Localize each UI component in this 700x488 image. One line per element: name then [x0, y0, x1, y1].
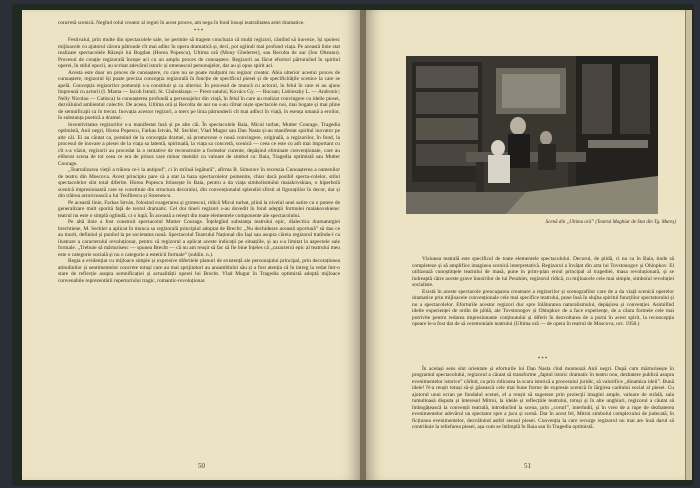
open-book — [12, 4, 694, 486]
photo-caption: Scenă din „Ultima oră” (Teatrul Maghiar de Stat din Tg. Mureș) — [545, 220, 676, 225]
section-separator: *** — [193, 28, 205, 34]
page-edges — [685, 10, 692, 480]
left-paragraph: Inventivitatea regizorilor s-a manifestat însă și pe alte căi. În spectacolele Baia, Micul turbat, Mutter Courage, Tragedia optimistă, Anii negri, Horea Popescu, Farkas István, M. Seckler, Vlad Mugur sau Dan Nasta și-au manifestat spiritul inovator pe alte căi. Ei au căutat ca, pornind de la concepția dramei, să promoveze o nouă convingere, originală, a regizorilor, în fond, la procesul de inovare a piesei de la viața sa latentă, spirituală, la viața sa concretă, scenică — ceea ce este cu atît mai important cu cît s-a văzut, regizorii au procedat la o tentative de reconstruire a formelor curente, depășind eliminate convenționale, care au eliberat scena de tot ceea ce era de prisos care minor mentări cu valoare de simbol ca: Baia, Tragedia optimistă sau Mutter Courage. — [58, 121, 340, 167]
left-paragraph: „Teatralizarea vieții a trăirea ce-i la antipod”, ci în strînsă legătură”, afirma R. Simonov în recenzia Cunoașterea a oamenilor de teatru din Moscova. Acest principiu pare că a stat la baza spectacolelor pomenite, chiar dacă posibil specta-colelor, stilul spectacolelor sînt total diferite. Horea Popescu folosește în Baia, pentru a da viața simbolismului maiakovskian, o hiperbolă scenică impresionantă care se constituie din structura decorului, din convenționalul splendid sfirsit al figurațiilor în decor, dar și din trăirea actoricească a lui Teofilescu și Stoenescu. — [58, 167, 340, 199]
left-paragraph: Festivalul, prin multe din spectacolele sale, ne permite să tragem concluzia că mulți regizori, căutînd să inoveze, își spoiesc mijloacele cu ajutorul cărora pătrunde cît mai adînc în opera dramatică și, deci, pot oglindi mai profund viața. Pe această linie stat realizate spectacolele Răzeșii lui Bogdan (Horea Popescu), Ultima oră (Mony Ghelerter), sau Recolta de aur (Ion Olteanu). Procesul de creație regizorală începe aci cu un amplu proces de cunoaștere. Regizorii au făcut eforturi pătrunzînd în spiritul operei, în stilul epocii, au scrisat adevărul istoric și omenescul personajelor, dar au și opus spirit aci. — [58, 37, 340, 69]
right-page-text-column-bottom — [412, 355, 674, 431]
section-separator: *** — [537, 357, 549, 362]
left-paragraph: Pe această linie, Farkas István, folosind exagerarea și grotescul, ridică Micul turbat, plină la nivelul unei satire cu o putere de generalizare mult sporită față de textul dramatic. Cel doi tineri regizori s-au dovedit în fond adepții formulei maiakovskiene: teatrul nu este o simplă oglindă, ci o lupă. În această a reieșit din toate elementele componente ale spectacolului. — [58, 199, 340, 219]
stage-photo — [406, 56, 658, 214]
left-paragraph: Acesta este doar un proces de cunoaștere, cu care nu se poate mulțumi nu regizor creator. Abia ulterior acestui proces de cunoaștere, regizorul își poate preciza concepția regizorală în funcție de specificul piesei și de specificitățile scenice la care se apelă. Concepția regizorilor pomeniți s-a constituit și ca ulterior. În procesul de muncă cu actorul, în felul în care ei au ajuns împreună cu actorii (I. Manta — Iacob Istrati; St. Ciubotărașu — Preot satului; Kovács Gy. — Bucsan; Lobinszky L. — Andronic; Nelly Nicolau — Catinca) la cunoașterea profundă a personajelor din viață, în felul în care au realizat convingere cu ideile piesei, dezvăluind ambientul colectiv. De aceea, Ultima oră și Recolta de aur nu s-au cîrnat niște spectacole noi, mai bogate și mai pline de semnificații ca în trecut. Inovația acestor regizori, a mers pe linia pătrunderii cît mai adînci în viață, în esența umană a eroilor, în substanța poetică a dramei. — [58, 69, 340, 121]
right-paragraph: Există în aceste spectacole preocuparea creatoare a regizorilor și scenografilor care de a da viață scenică operelor dramatice prin mijloacele convenționale cele mai specifice teatrului, pune însă în slujba spiritul funcțiilor spectatorului și nu a spectacolelor. Eforturile acestor regizori duc spre înlăturarea naturalismului, depășirea și convenției. Asimilînd ideile experienței de ordin de pildă, ale Tovstonogov și Ohlopkov de a face experiențe, de a căuta formele cele mai potrivite pentru redarea impresionante conținutului și diferit în dezvoltarea de a porni în acest spirit, la reconcepția opeare le-a fost dat de să ceremoniale teatrului (Ultima oră — de opera în teatrul de Moscova, oct. 1958.) — [412, 288, 674, 327]
left-page-text-column — [58, 20, 340, 284]
left-page-number: 50 — [198, 462, 205, 470]
right-page-text-column-top — [412, 256, 674, 328]
left-paragraph: Regia a evidențiat cu mijloace simple și expresive diferitele planuri de existență ale personajului principal, prin decorațiunea atitudinilor și sentimentelor concrete totuși care au mai sprijinitori au ansamblului său și a fost atenția că în intreg la redat într-o stare de reflecție asupra semnificației și actualității operei lui Brecht. Vlad Mugur în Tragedia optimistă adoptă mijloace convenabile reprezentării repertoriului tragic, romantic-revoluționar. — [58, 258, 340, 284]
right-page — [366, 10, 688, 480]
right-paragraph: În același sens sînt orientate și eforturile lui Dan Nasta cînd montează Anii negri. După cum mărturisește în programul spectacolului, regizorul a căutat să transforme „faptul istoric dramatic în teatru nou, dezbatere publică asupra evenimentelor istorice” cărînd, ca prin ridicarea la scara istorică a procesului juridic, să valorifice „dinamica ideii”. Bună ideie! N-a reușit totuși să-și găsească cele mai bune forme de expresie scenică în lărgirea cadrului social al piesei. Cu ajutorul unui ecran pe fundalul scenei, el a reușit să sugereze prin proiecții imagini ample, valoare de strădă, sala tumultoasă disputa și interesul Mitroi, la ideile și reflecțiile teatrului, totuși și în alte unghiuri, regizorul a căutat să îmbogățească la convenții teatrală, introducînd la scena, prin „coruri”, interludii, și în vreo de a rupe de dezbaterea evenimentelor adevărul un spectator spre a juca și scenă. Dar în acest fel, Mitroi simbolul complexului de judecată, în ficțiunea evenimentelor, dezvăluind astfel sensul piesei. Convenția la care recurge regizorul nu mai are însă darul să contribuie la reliefarea piesei, așa cum se întîmplă în Baia sau în Tragedia optimistă. — [412, 365, 674, 430]
stage-scene-illustration — [406, 56, 658, 214]
left-page — [22, 10, 360, 480]
right-page-number: 51 — [524, 462, 531, 470]
left-paragraph: Pe altă linie a fost construit spectacolul Mutter Courage. Înțelegînd substanța teatrului epic, dialectica dramaturgiei brechtiene, M. Seckler a aplicat în munca sa regizorală principiul adoptat de Brecht: „Nu dechideare această oportună” să dau ce au murit, definind și punînd la pe societatea nouă. Spectacolul Teatrului Național din Iași sau asupra căreia regizorul tratîndu-l ca ilustrare a caracterului revoluționar, pentru că regizorul a aplicat aceste indicații pe situațiile, și au s-a limitat la aspectele sale formale. „Trebuie să mărturisesc — spunea Brecht — că nu am reușit să fac să fie bine înțeles că „caracterul epic al teatrului meu este o categorie socială și nu o categorie a esteticii formale” (sublin. n.). — [58, 219, 340, 258]
right-paragraph: Viziunea teatrală este specificul de toate elementele spectacolului. Decorul, de pildă, ci nu ca în Baia, tinde să completeze și să amplifice imaginea scenică interpretativă. Regizorul a învățat din arta lui Tovstonogov și Ohlopkov. El utilizează cunoștințele teatrului de masă, pune în prim-plan eroul principal al tragediei, masa revoluționară, și se îndreaptă către aceste grave înnoirilor de lui Perahim, regizorul ridică, cu mijloacele cele mai simple, simbolul revoluției socialiste. — [412, 256, 674, 288]
left-paragraph: concretă scenică. Negînd rolul creator al regiei în acest proces, am nega în fond însuși teatralitatea artei dramatice. — [58, 20, 305, 26]
